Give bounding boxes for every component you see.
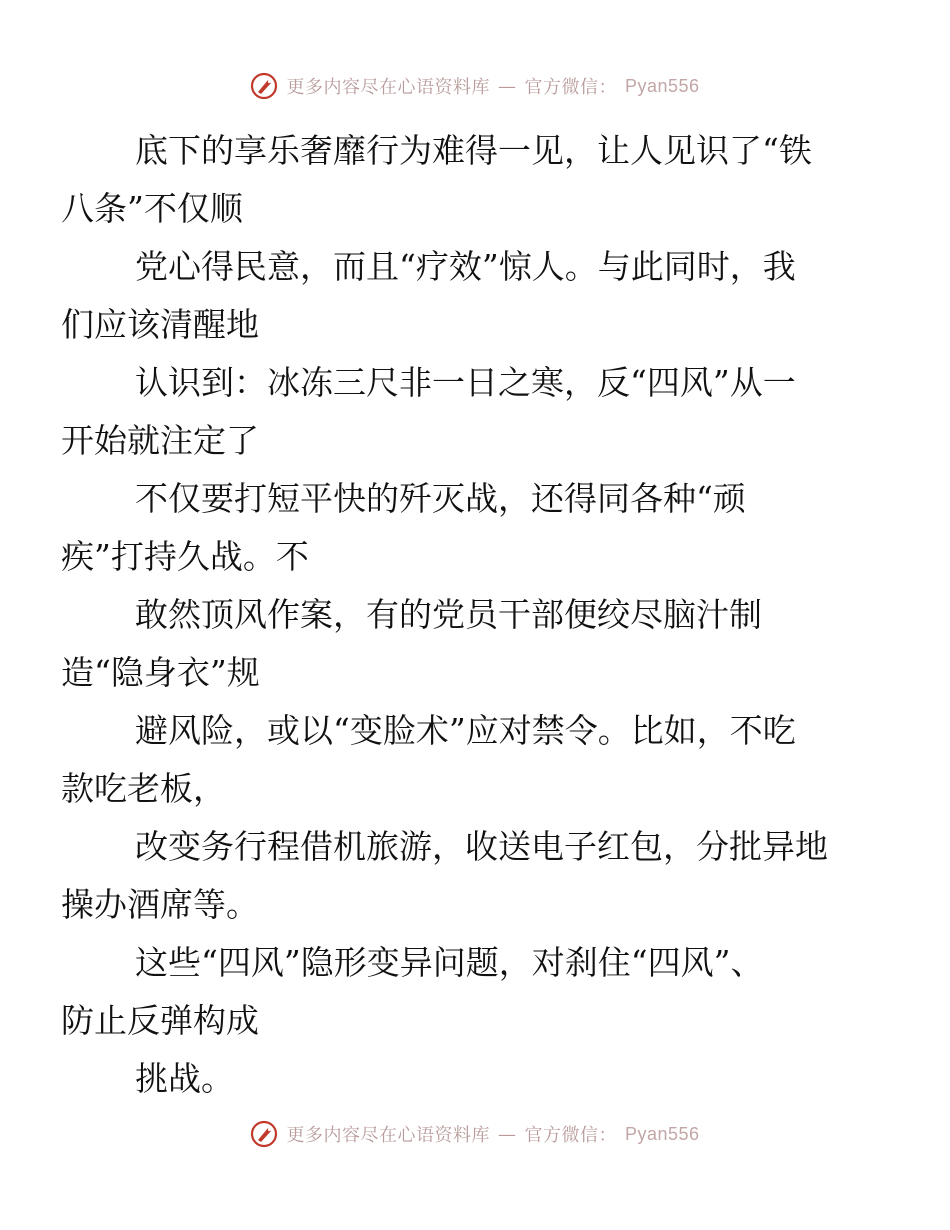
paragraph-4 [61, 470, 868, 586]
paragraph-1 [61, 122, 868, 238]
line-3a: 认识到：冰冻三尺非一日之寒，反“四风”从一 [135, 363, 796, 402]
document-body [61, 122, 868, 1108]
paragraph-7 [61, 818, 868, 934]
line-2b: 们应该清醒地 [61, 305, 259, 344]
footer-separator: — [497, 1123, 517, 1145]
line-5b: 造“隐身衣”规 [61, 653, 260, 692]
header-wechat-label: 官方微信： [524, 77, 617, 98]
header-separator: — [497, 75, 517, 97]
footer-wechat-id: Pyan556 [624, 1123, 700, 1144]
header-wechat-id: Pyan556 [624, 75, 700, 96]
line-3b: 开始就注定了 [61, 421, 259, 460]
paragraph-6 [61, 702, 868, 818]
footer-wechat-label: 官方微信： [524, 1125, 617, 1146]
line-6a: 避风险，或以“变脸术”应对禁令。比如，不吃 [135, 711, 796, 750]
line-8a: 这些“四风”隐形变异问题，对刹住“四风”、 [135, 943, 764, 982]
header-watermark [0, 72, 950, 100]
line-8b: 防止反弹构成 [61, 1001, 259, 1040]
pen-nib-circle-icon [250, 1120, 278, 1148]
paragraph-3 [61, 354, 868, 470]
line-6b: 款吃老板， [61, 769, 226, 808]
line-1a: 底下的享乐奢靡行为难得一见，让人见识了“铁 [135, 131, 812, 170]
pen-nib-circle-icon [250, 72, 278, 100]
paragraph-2 [61, 238, 868, 354]
paragraph-9 [98, 1050, 868, 1108]
paragraph-5 [61, 586, 868, 702]
footer-brand-text: 更多内容尽在心语资料库 [286, 1125, 490, 1146]
line-5a: 敢然顶风作案，有的党员干部便绞尽脑汁制 [135, 595, 762, 634]
line-9a: 挑战。 [135, 1059, 234, 1098]
line-2a: 党心得民意，而且“疗效”惊人。与此同时，我 [135, 247, 796, 286]
line-4b: 疾”打持久战。不 [61, 537, 309, 576]
header-brand-text: 更多内容尽在心语资料库 [286, 77, 490, 98]
footer-watermark [0, 1120, 950, 1148]
line-4a: 不仅要打短平快的歼灭战，还得同各种“顽 [135, 479, 746, 518]
paragraph-8 [61, 934, 868, 1050]
line-7b: 操办酒席等。 [61, 885, 259, 924]
line-1b: 八条”不仅顺 [61, 189, 243, 228]
line-7a: 改变务行程借机旅游，收送电子红包，分批异地 [135, 827, 828, 866]
